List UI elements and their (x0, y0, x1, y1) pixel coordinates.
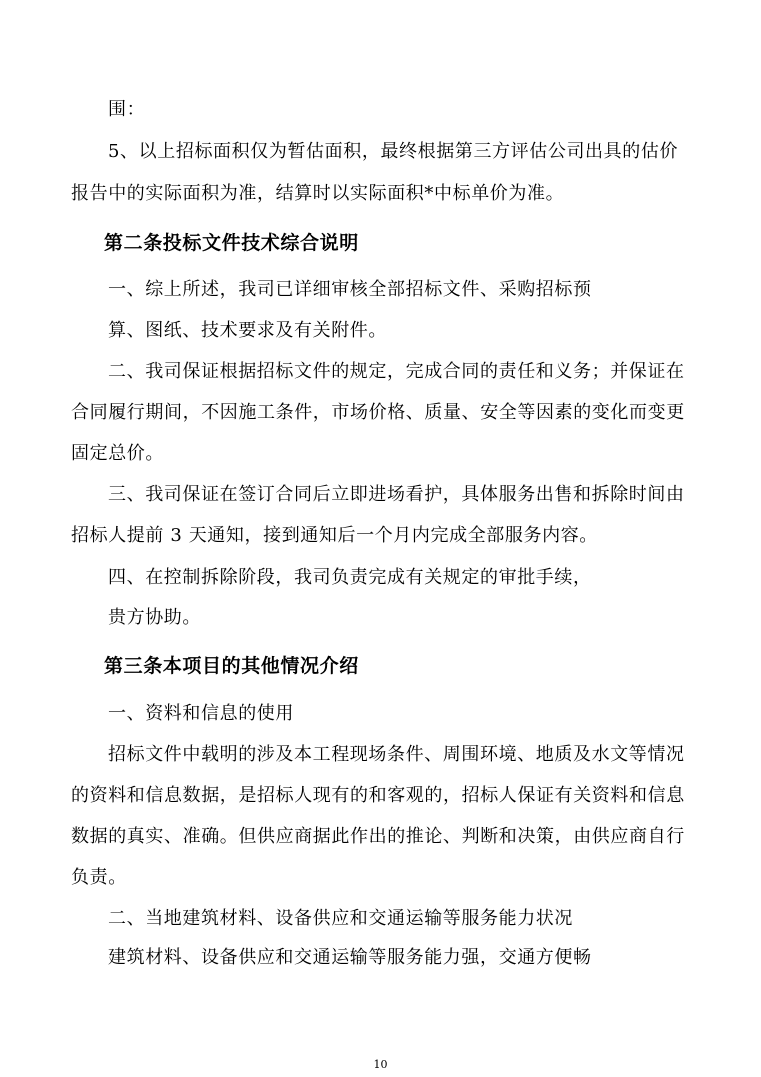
text-line: 固定总价。 (71, 443, 164, 464)
text-line: 合同履行期间，不因施工条件，市场价格、质量、安全等因素的变化而变更 (71, 402, 685, 423)
text-line: 二、我司保证根据招标文件的规定，完成合同的责任和义务；并保证在 (108, 361, 685, 382)
text-line: 招标人提前 3 天通知，接到通知后一个月内完成全部服务内容。 (71, 525, 598, 546)
text-line: 报告中的实际面积为准，结算时以实际面积*中标单价为准。 (71, 183, 565, 204)
text-line: 5、以上招标面积仅为暂估面积，最终根据第三方评估公司出具的估价 (108, 141, 679, 162)
text-line: 一、资料和信息的使用 (108, 703, 294, 724)
text-line: 四、在控制拆除阶段，我司负责完成有关规定的审批手续， (108, 567, 592, 588)
text-line: 建筑材料、设备供应和交通运输等服务能力强，交通方便畅 (108, 947, 592, 968)
text-line: 负责。 (71, 867, 127, 888)
text-line: 数据的真实、准确。但供应商据此作出的推论、判断和决策，由供应商自行 (71, 826, 685, 847)
text-line: 二、当地建筑材料、设备供应和交通运输等服务能力状况 (108, 908, 573, 929)
text-line: 三、我司保证在签订合同后立即进场看护，具体服务出售和拆除时间由 (108, 484, 685, 505)
text-line: 围： (108, 99, 146, 120)
section-heading: 第二条投标文件技术综合说明 (104, 232, 359, 254)
page-number: 10 (373, 1058, 388, 1071)
text-line: 招标文件中载明的涉及本工程现场条件、周围环境、地质及水文等情况 (108, 744, 685, 765)
text-line: 一、综上所述，我司已详细审核全部招标文件、采购招标预 (108, 279, 592, 300)
text-line: 贵方协助。 (108, 607, 201, 628)
section-heading: 第三条本项目的其他情况介绍 (104, 655, 359, 677)
text-line: 的资料和信息数据，是招标人现有的和客观的，招标人保证有关资料和信息 (71, 785, 685, 806)
text-line: 算、图纸、技术要求及有关附件。 (108, 320, 387, 341)
